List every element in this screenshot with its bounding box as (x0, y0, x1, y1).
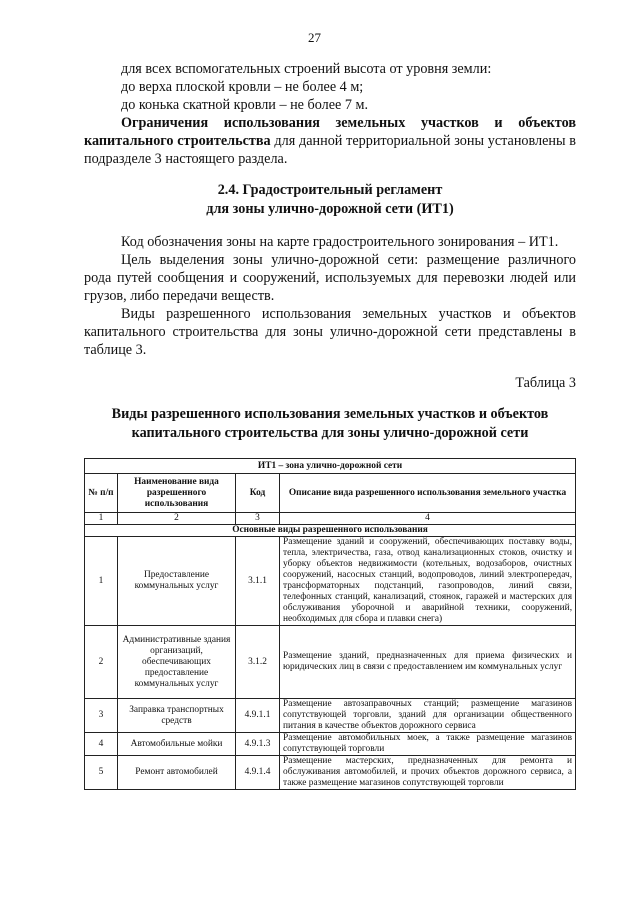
row-desc: Размещение автозаправочных станций; размещение магазинов сопутствующей торговли, зданий для организации общественного питания в качестве объектов дорожного сервиса (280, 699, 576, 733)
row-code: 4.9.1.1 (236, 699, 280, 733)
col-header-desc: Описание вида разрешенного использования земельного участка (280, 474, 576, 513)
table-row (85, 699, 576, 733)
restriction-rest: для данной территориальной зоны установлены в подразделе 3 настоящего раздела. (84, 133, 577, 167)
col-header-num: № п/п (85, 474, 118, 513)
row-num: 3 (85, 699, 118, 733)
intro-line: до верха плоской кровли – не более 4 м; (121, 79, 364, 95)
section-body (84, 233, 576, 359)
col-number: 1 (85, 513, 118, 525)
table-title-line1: Виды разрешенного использования земельных участков и объектов (111, 406, 549, 422)
intro-line: до конька скатной кровли – не более 7 м. (121, 97, 369, 113)
row-code: 3.1.2 (236, 626, 280, 699)
row-num: 2 (85, 626, 118, 699)
col-number: 4 (280, 513, 576, 525)
page-number: 27 (308, 30, 321, 45)
section-title-line2: для зоны улично-дорожной сети (ИТ1) (206, 201, 454, 217)
section-paragraph: Цель выделения зоны улично-дорожной сети: размещение различного рода путей сообщения и сооружений, используемых для перевозки людей или грузов, либо передачи веществ. (84, 252, 576, 304)
row-code: 4.9.1.4 (236, 756, 280, 790)
section-heading (84, 181, 576, 219)
row-name: Административные здания организаций, обеспечивающих предоставление коммунальных услуг (118, 626, 236, 699)
row-num: 5 (85, 756, 118, 790)
row-name: Заправка транспортных средств (118, 699, 236, 733)
group-row (85, 525, 576, 537)
table-row (85, 733, 576, 756)
table-row (85, 626, 576, 699)
restriction-bold: Ограничения использования земельных участков и объектов капитального строительства (84, 115, 576, 149)
row-desc: Размещение автомобильных моек, а также размещение магазинов сопутствующей торговли (280, 733, 576, 756)
row-code: 4.9.1.3 (236, 733, 280, 756)
row-desc: Размещение мастерских, предназначенных для ремонта и обслуживания автомобилей, и прочих объектов дорожного сервиса, а также размещение магазинов сопутствующей торговли (280, 756, 576, 790)
column-header-row (85, 474, 576, 513)
column-number-row (85, 513, 576, 525)
table-row (85, 537, 576, 626)
row-name: Автомобильные мойки (118, 733, 236, 756)
row-name: Ремонт автомобилей (118, 756, 236, 790)
section-paragraph: Код обозначения зоны на карте градостроительного зонирования – ИТ1. (121, 234, 559, 250)
zone-header: ИТ1 – зона улично-дорожной сети (85, 459, 576, 474)
row-desc: Размещение зданий, предназначенных для приема физических и юридических лиц в связи с предоставлением им коммунальных услуг (280, 626, 576, 699)
intro-block (84, 60, 576, 168)
use-types-table (84, 458, 576, 790)
col-header-name: Наименование вида разрешенного использования (118, 474, 236, 513)
intro-line: для всех вспомогательных строений высота от уровня земли: (121, 61, 492, 77)
group-main-label: Основные виды разрешенного использования (85, 525, 576, 537)
restriction-paragraph (84, 114, 576, 168)
col-number: 2 (118, 513, 236, 525)
section-paragraph: Виды разрешенного использования земельных участков и объектов капитального строительства для зоны улично-дорожной сети представлены в таблице 3. (84, 306, 576, 358)
table-title-line2: капитального строительства для зоны улично-дорожной сети (131, 425, 529, 441)
table-row (85, 756, 576, 790)
table-label: Таблица 3 (515, 375, 576, 391)
row-num: 1 (85, 537, 118, 626)
row-name: Предоставление коммунальных услуг (118, 537, 236, 626)
row-code: 3.1.1 (236, 537, 280, 626)
row-desc: Размещение зданий и сооружений, обеспечивающих поставку воды, тепла, электричества, газа, отвод канализационных стоков, очистку и уборку объектов недвижимости (котельных, водозаборов, очистных сооружений, насосных станций, водопроводов, линий электропередач, трансформаторных подстанций, газопроводов, линий связи, телефонных станций, канализаций, стоянок, гаражей и мастерских для обслуживания уборочной и аварийной техники, сооружений, необходимых для сбора и плавки снега) (280, 537, 576, 626)
table-title (84, 405, 576, 443)
zone-header-row (85, 459, 576, 474)
row-num: 4 (85, 733, 118, 756)
col-number: 3 (236, 513, 280, 525)
col-header-code: Код (236, 474, 280, 513)
section-title-line1: 2.4. Градостроительный регламент (217, 182, 443, 198)
